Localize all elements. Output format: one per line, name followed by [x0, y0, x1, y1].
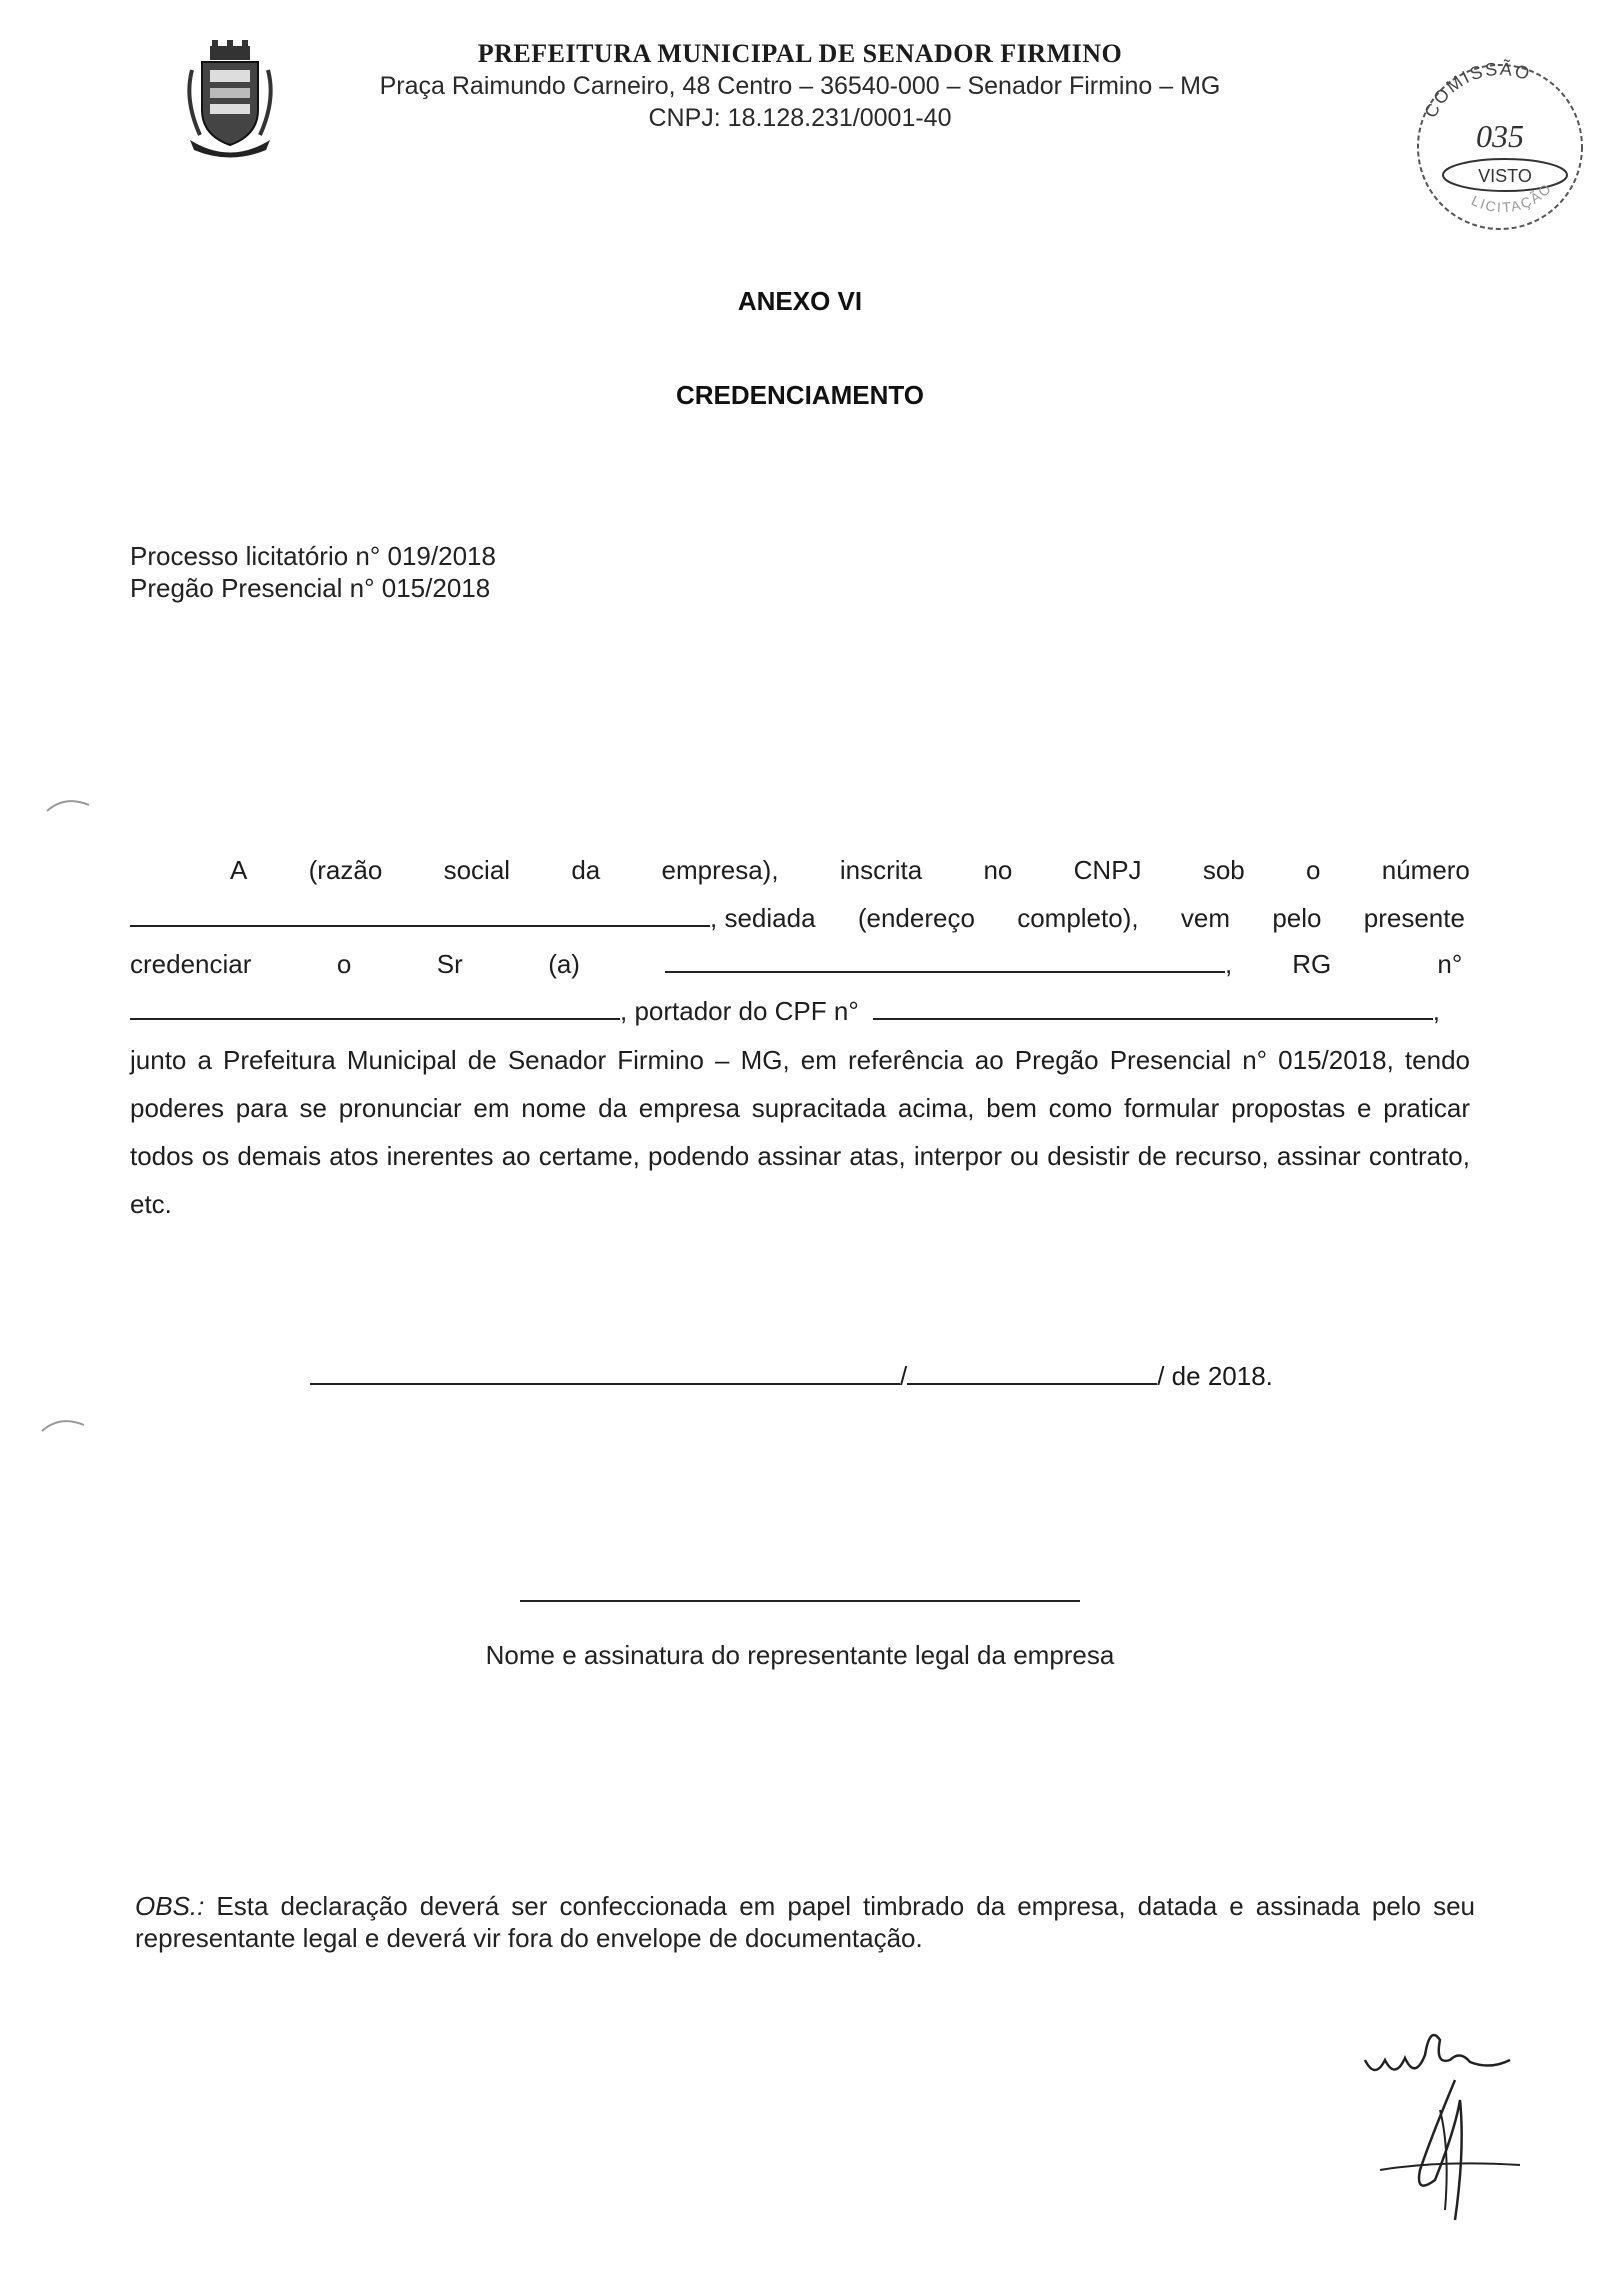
word: A — [230, 855, 248, 885]
word: completo), — [1017, 903, 1139, 933]
comma: , — [1432, 996, 1440, 1026]
process-info — [130, 540, 496, 604]
cnpj-blank — [130, 897, 710, 927]
annex-title: ANEXO VI — [737, 286, 863, 316]
margin-mark-lower — [40, 1415, 90, 1435]
rg-blank — [130, 990, 620, 1020]
word: no — [983, 855, 1013, 885]
representative-name-blank — [665, 943, 1225, 973]
word: RG — [1292, 949, 1332, 979]
signature-label: Nome e assinatura do representante legal da empresa — [485, 1640, 1115, 1670]
word: Sr — [436, 949, 463, 979]
commission-stamp — [1400, 55, 1600, 235]
svg-text:COMISSÃO — [1420, 58, 1533, 121]
word: sob — [1202, 855, 1245, 885]
stamp-number: 035 — [1476, 118, 1524, 154]
word: vem — [1180, 903, 1231, 933]
auction-number: Pregão Presencial n° 015/2018 — [130, 573, 491, 603]
word: , sediada — [710, 903, 816, 933]
word: (razão — [308, 855, 383, 885]
date-year: / de 2018. — [1157, 1361, 1273, 1391]
word: (a) — [548, 949, 580, 979]
word: inscrita — [839, 855, 923, 885]
organization-address: Praça Raimundo Carneiro, 48 Centro – 36540-000 – Senador Firmino – MG — [379, 72, 1221, 100]
word: pelo — [1272, 903, 1322, 933]
cpf-blank — [873, 990, 1433, 1020]
month-blank — [907, 1355, 1157, 1385]
word: presente — [1363, 903, 1465, 933]
margin-mark-upper — [45, 795, 95, 815]
letterhead — [0, 38, 1600, 134]
credential-paragraph: junto a Prefeitura Municipal de Senador Firmino – MG, em referência ao Pregão Presencial n° 015/2018, tendo poderes para se pronunciar em nome da empresa supracitada acima, bem como formular propostas e praticar todos os demais atos inerentes ao certame, podendo assinar atas, interpor ou desistir de recurso, assinar contrato, etc. — [130, 1045, 1470, 1219]
signature-line — [520, 1600, 1080, 1602]
word: n° — [1437, 949, 1463, 979]
body-row-4 — [130, 990, 1470, 1030]
body-row-3 — [130, 943, 1470, 983]
process-number: Processo licitatório n° 019/2018 — [130, 541, 496, 571]
document-subject: CREDENCIAMENTO — [676, 380, 924, 410]
place-blank — [310, 1355, 900, 1385]
word: o — [336, 949, 352, 979]
obs-text: Esta declaração deverá ser confeccionada em papel timbrado da empresa, datada e assinada pelo seu representante legal e deverá vir fora do envelope de documentação. — [135, 1891, 1475, 1953]
word: da — [571, 855, 601, 885]
word: número — [1381, 855, 1470, 885]
date-line — [310, 1355, 1273, 1396]
comma: , — [1225, 949, 1233, 979]
date-separator: / — [900, 1361, 908, 1391]
word: social — [443, 855, 511, 885]
organization-cnpj: CNPJ: 18.128.231/0001-40 — [648, 104, 952, 132]
stamp-top-text: COMISSÃO — [1420, 58, 1534, 121]
word: o — [1306, 855, 1321, 885]
handwritten-initials — [1360, 2020, 1560, 2250]
body-row-1 — [130, 850, 1470, 890]
obs-label: OBS.: — [135, 1891, 205, 1921]
cpf-label: , portador do CPF n° — [620, 996, 859, 1026]
organization-name: PREFEITURA MUNICIPAL DE SENADOR FIRMINO — [477, 39, 1123, 68]
word: (endereço — [857, 903, 975, 933]
stamp-bottom-text: LICITAÇÃO — [1469, 179, 1556, 216]
word: credenciar — [130, 949, 252, 979]
word: CNPJ — [1073, 855, 1142, 885]
body-row-2 — [130, 897, 1470, 937]
stamp-middle-text: VISTO — [1478, 166, 1532, 186]
observation-note — [135, 1890, 1475, 1954]
word: empresa), — [661, 855, 779, 885]
